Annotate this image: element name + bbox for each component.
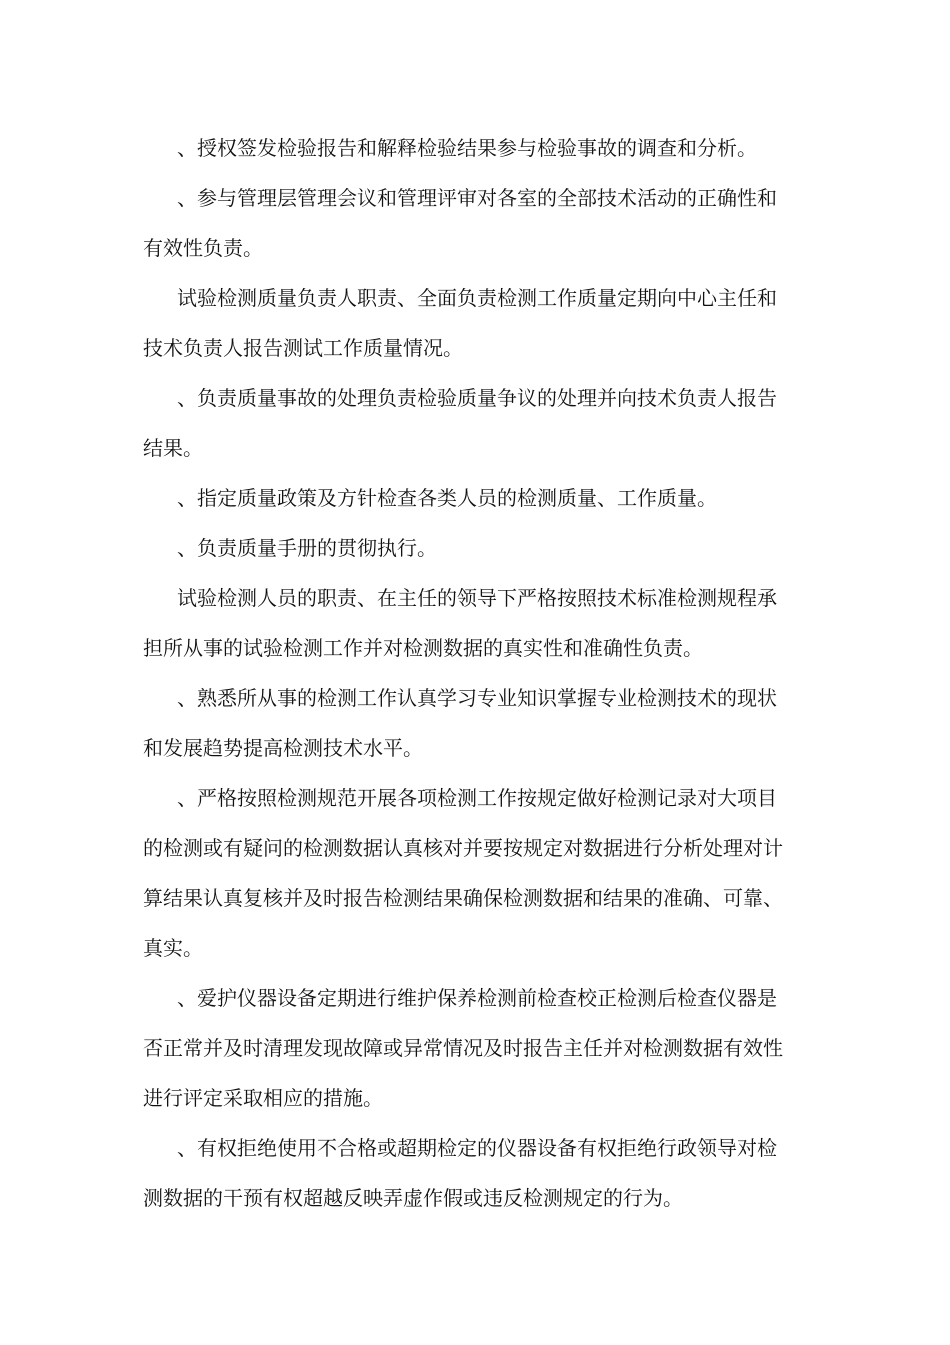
- paragraph: 、负责质量手册的贯彻执行。: [177, 536, 437, 560]
- paragraph: 、授权签发检验报告和解释检验结果参与检验事故的调查和分析。: [177, 136, 757, 160]
- paragraph: 、参与管理层管理会议和管理评审对各室的全部技术活动的正确性和有效性负责。: [143, 186, 777, 260]
- document-body: [143, 123, 783, 1223]
- paragraph: 试验检测人员的职责、在主任的领导下严格按照技术标准检测规程承担所从事的试验检测工作并对检测数据的真实性和准确性负责。: [143, 586, 777, 660]
- paragraph: 、熟悉所从事的检测工作认真学习专业知识掌握专业检测技术的现状和发展趋势提高检测技术水平。: [143, 686, 777, 760]
- paragraph: 、爱护仪器设备定期进行维护保养检测前检查校正检测后检查仪器是否正常并及时清理发现故障或异常情况及时报告主任并对检测数据有效性进行评定采取相应的措施。: [143, 986, 783, 1110]
- paragraph: 、严格按照检测规范开展各项检测工作按规定做好检测记录对大项目的检测或有疑问的检测数据认真核对并要按规定对数据进行分析处理对计算结果认真复核并及时报告检测结果确保检测数据和结果的准确、可靠、真实。: [143, 786, 783, 960]
- paragraph: 、有权拒绝使用不合格或超期检定的仪器设备有权拒绝行政领导对检测数据的干预有权超越反映弄虚作假或违反检测规定的行为。: [143, 1136, 777, 1210]
- paragraph: 、指定质量政策及方针检查各类人员的检测质量、工作质量。: [177, 486, 717, 510]
- paragraph: 、负责质量事故的处理负责检验质量争议的处理并向技术负责人报告结果。: [143, 386, 777, 460]
- paragraph: 试验检测质量负责人职责、全面负责检测工作质量定期向中心主任和技术负责人报告测试工作质量情况。: [143, 286, 777, 360]
